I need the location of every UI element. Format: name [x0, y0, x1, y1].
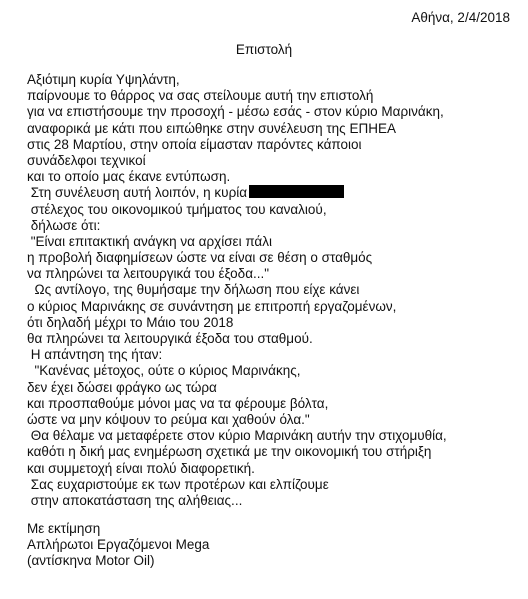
quote-line: "Είναι επιτακτική ανάγκη να αρχίσει πάλι [27, 233, 272, 249]
quote-line: και προσπαθούμε μόνοι μας να τα φέρουμε βόλτα, [27, 395, 329, 411]
quote-line: δεν έχει δώσει φράγκο ως τώρα [27, 379, 217, 395]
body-line: και το οποίο μας έκανε εντύπωση. [27, 169, 231, 185]
body-line-with-redaction [27, 185, 522, 201]
body-line: στέλεχος του οικονομικού τμήματος του καναλιού, [27, 201, 327, 217]
redacted-name-block [249, 185, 344, 198]
quote-line: "Κανένας μέτοχος, ούτε ο κύριος Μαρινάκης, [27, 363, 301, 379]
body-line: Θα θέλαμε να μεταφέρετε στον κύριο Μαρινάκη αυτήν την στιχομυθία, [27, 428, 447, 444]
quote-line: ώστε να μην κόψουν το ρεύμα και χαθούν όλα." [27, 411, 310, 427]
paragraph-gap [27, 509, 522, 521]
body-line: ότι δηλαδή μέχρι το Μάιο του 2018 [27, 314, 234, 330]
body-line: παίρνουμε το θάρρος να σας στείλουμε αυτή την επιστολή [27, 88, 374, 104]
quote-line: να πληρώνει τα λειτουργικά του έξοδα..." [27, 266, 270, 282]
signature-line: (αντίσκηνα Motor Oil) [27, 553, 155, 569]
body-line: για να επιστήσουμε την προσοχή - μέσω εσάς - στον κύριο Μαρινάκη, [27, 104, 444, 120]
body-line: θα πληρώνει τα λειτουργικά έξοδα του σταθμού. [27, 331, 313, 346]
letter-heading: Επιστολή [235, 42, 293, 57]
body-line: αναφορικά με κάτι που ειπώθηκε στην συνέλευση της ΕΠΗΕΑ [27, 120, 396, 136]
letter-date: Αθήνα, 2/4/2018 [411, 10, 510, 25]
body-line: Η απάντηση της ήταν: [27, 347, 163, 363]
closing-regards: Με εκτίμηση [27, 521, 101, 537]
signature-line: Απλήρωτοι Εργαζόμενοι Mega [27, 537, 210, 553]
body-line-text: Στη συνέλευση αυτή λοιπόν, η κυρία [27, 185, 248, 201]
body-line: δήλωσε ότι: [27, 217, 101, 233]
letter-body [27, 72, 522, 570]
body-line: συνάδελφοι τεχνικοί [27, 152, 146, 168]
salutation: Αξιότιμη κυρία Υψηλάντη, [27, 72, 180, 87]
body-line: Ως αντίλογο, της θυμήσαμε την δήλωση που είχε κάνει [27, 282, 360, 298]
body-line: καθότι η δική μας ενημέρωση σχετικά με την οικονομική του στήριξη [27, 444, 432, 460]
body-line: στις 28 Μαρτίου, στην οποία είμασταν παρόντες κάποιοι [27, 136, 362, 152]
body-line: στην αποκατάσταση της αλήθειας... [27, 492, 243, 508]
body-line: Σας ευχαριστούμε εκ των προτέρων και ελπίζουμε [27, 476, 329, 492]
body-line: ο κύριος Μαρινάκης σε συνάντηση με επιτροπή εργαζομένων, [27, 298, 397, 314]
body-line: και συμμετοχή είναι πολύ διαφορετική. [27, 460, 255, 476]
quote-line: η προβολή διαφημίσεων ώστε να είναι σε θέση ο σταθμός [27, 250, 373, 266]
